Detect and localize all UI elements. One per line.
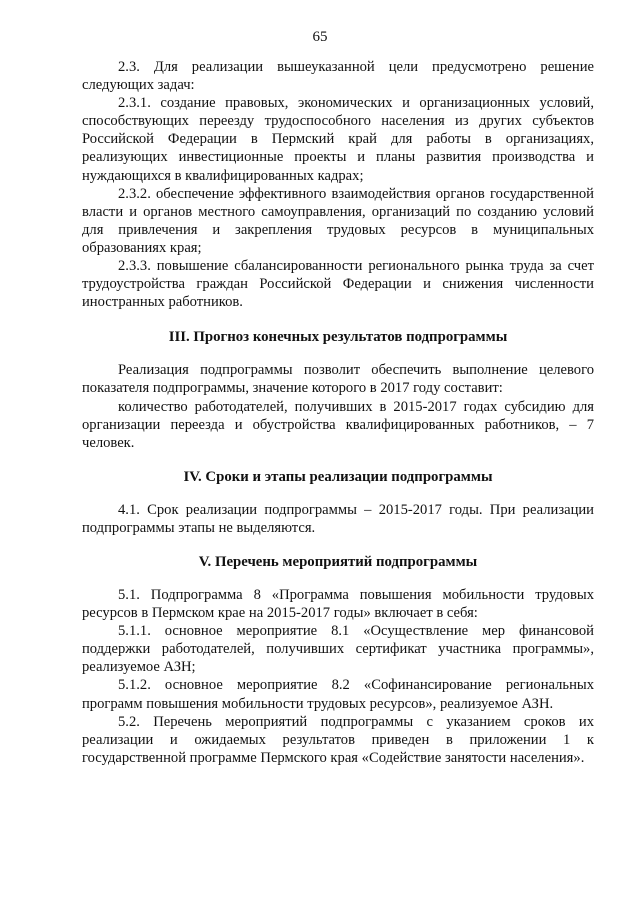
paragraph-5-1-1: 5.1.1. основное мероприятие 8.1 «Осуществление мер финансовой поддержки работодателей, получивших сертификат участника программы», реализуемое АЗН; bbox=[82, 623, 594, 676]
section-5-heading: V. Перечень мероприятий подпрограммы bbox=[198, 553, 478, 570]
page-number: 65 bbox=[312, 29, 328, 45]
paragraph-2-3: 2.3. Для реализации вышеуказанной цели предусмотрено решение следующих задач: bbox=[82, 59, 594, 94]
paragraph-5-1-2: 5.1.2. основное мероприятие 8.2 «Софинансирование региональных программ повышения мобильности трудовых ресурсов», реализуемое АЗН. bbox=[82, 677, 594, 712]
paragraph-5-2: 5.2. Перечень мероприятий подпрограммы с указанием сроков их реализации и ожидаемых результатов приведен в приложении 1 к государственной программе Пермского края «Содействие занятости населения». bbox=[82, 713, 594, 766]
section-4-heading: IV. Сроки и этапы реализации подпрограммы bbox=[183, 468, 493, 485]
paragraph-5-1: 5.1. Подпрограмма 8 «Программа повышения мобильности трудовых ресурсов в Пермском крае на 2015-2017 годы» включает в себя: bbox=[82, 586, 594, 622]
section-3-paragraph-1: Реализация подпрограммы позволит обеспечить выполнение целевого показателя подпрограммы, значение которого в 2017 году составит: bbox=[82, 362, 594, 397]
document-body bbox=[82, 58, 594, 767]
paragraph-2-3-3: 2.3.3. повышение сбалансированности регионального рынка труда за счет трудоустройства граждан Российской Федерации и снижения численности иностранных работников. bbox=[82, 258, 594, 311]
paragraph-2-3-2: 2.3.2. обеспечение эффективного взаимодействия органов государственной власти и органов местного самоуправления, организаций по созданию условий для привлечения и закрепления трудовых ресурсов в муниципальных образованиях края; bbox=[82, 185, 594, 256]
section-4-paragraph-1: 4.1. Срок реализации подпрограммы – 2015-2017 годы. При реализации подпрограммы этапы не выделяются. bbox=[82, 501, 594, 536]
paragraph-2-3-1: 2.3.1. создание правовых, экономических и организационных условий, способствующих переезду трудоспособного населения из других субъектов Российской Федерации в Пермский край для работы в организациях, реализующих инвестиционные проекты и планы развития производства и нуждающихся в квалифицированных кадрах; bbox=[82, 95, 594, 184]
section-3-paragraph-2: количество работодателей, получивших в 2015-2017 годах субсидию для организации переезда и обустройства квалифицированных работников, – 7 человек. bbox=[82, 398, 594, 451]
section-3-heading: III. Прогноз конечных результатов подпрограммы bbox=[168, 329, 508, 346]
